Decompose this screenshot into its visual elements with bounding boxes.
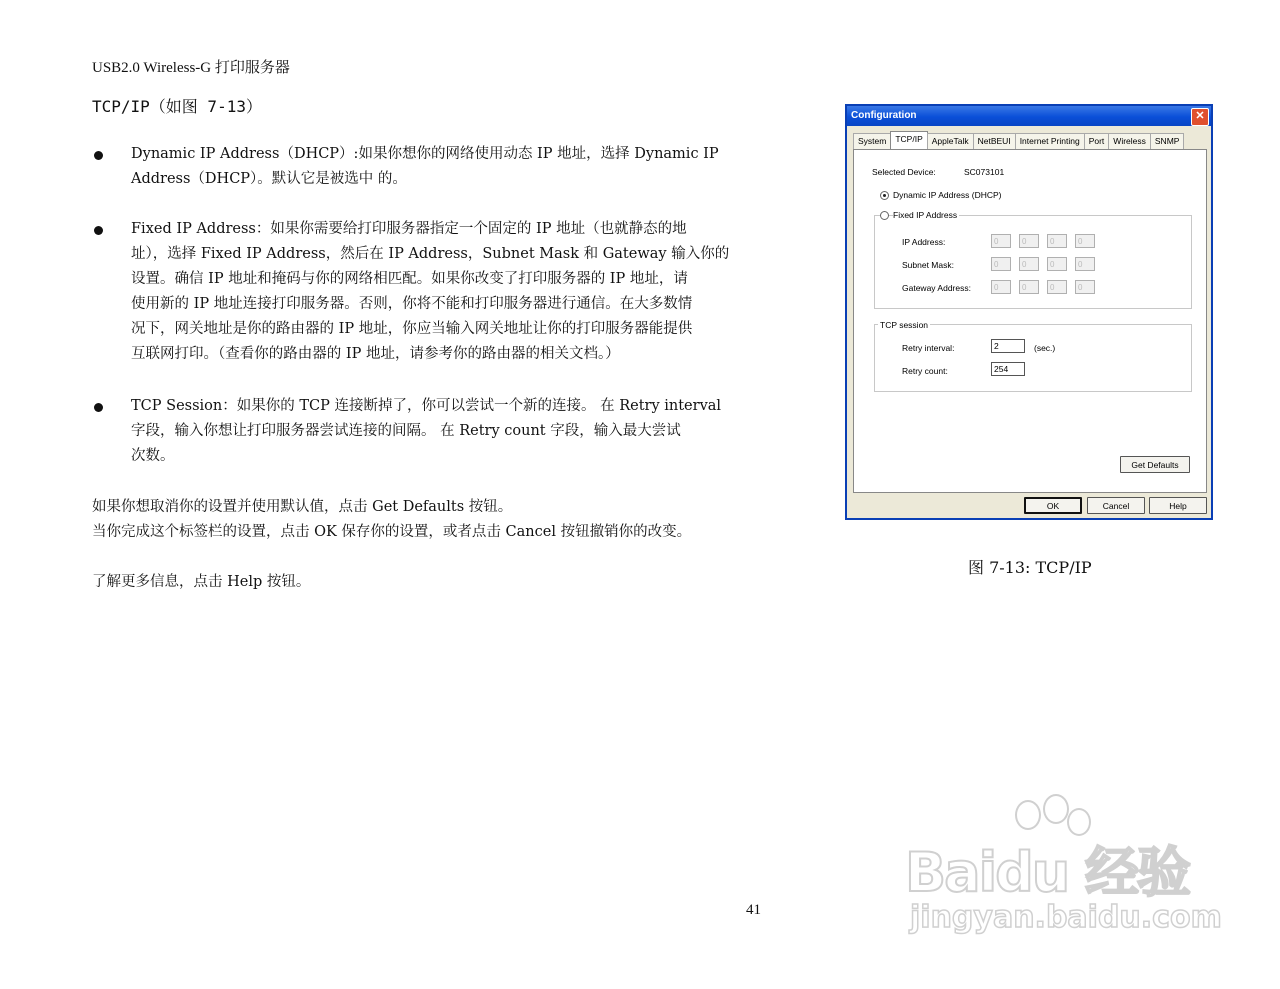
fixed-ip-label: Fixed IP Address	[893, 210, 958, 220]
bullet-line: 字段，输入你想让打印服务器尝试连接的间隔。 在 Retry count 字段，输入最大尝试	[131, 423, 681, 439]
tab-internet-printing[interactable]: Internet Printing	[1015, 133, 1085, 149]
dialog-title: Configuration	[847, 106, 1211, 126]
tab-tcpip[interactable]: TCP/IP	[890, 131, 927, 149]
bullet-line: 址），选择 Fixed IP Address，然后在 IP Address，Subnet Mask 和 Gateway 输入你的	[131, 246, 730, 262]
bullet-fixed-ip	[131, 217, 776, 367]
dhcp-radio[interactable]	[880, 191, 889, 200]
tab-strip	[853, 133, 1183, 150]
ip-octet-1[interactable]: 0	[991, 234, 1011, 248]
gateway-octet-1[interactable]: 0	[991, 280, 1011, 294]
ip-octet-4[interactable]: 0	[1075, 234, 1095, 248]
retry-count-input[interactable]: 254	[991, 362, 1025, 376]
tab-snmp[interactable]: SNMP	[1150, 133, 1185, 149]
tab-netbeui[interactable]: NetBEUI	[973, 133, 1016, 149]
watermark-logo-text: Baidu 经验	[905, 841, 1190, 904]
tcp-session-label: TCP session	[880, 320, 929, 330]
section-title: TCP/IP（如图 7-13）	[92, 97, 262, 116]
gateway-octet-4[interactable]: 0	[1075, 280, 1095, 294]
figure-caption: 图 7-13: TCP/IP	[968, 558, 1092, 577]
fixed-ip-radio[interactable]	[880, 211, 889, 220]
ip-octet-2[interactable]: 0	[1019, 234, 1039, 248]
page-number: 41	[746, 902, 761, 918]
bullet-line: Fixed IP Address：如果你需要给打印服务器指定一个固定的 IP 地址（也就静态的地	[131, 221, 687, 237]
gateway-octet-2[interactable]: 0	[1019, 280, 1039, 294]
paw-icon	[1015, 800, 1041, 830]
footer-line: 了解更多信息，点击 Help 按钮。	[92, 574, 311, 590]
tab-panel	[853, 149, 1207, 493]
bullet-dot	[94, 151, 103, 160]
bullet-dhcp	[131, 142, 776, 192]
tab-wireless[interactable]: Wireless	[1108, 133, 1151, 149]
tab-appletalk[interactable]: AppleTalk	[927, 133, 974, 149]
subnet-octet-3[interactable]: 0	[1047, 257, 1067, 271]
ip-address-label: IP Address:	[902, 237, 946, 247]
bullet-line: Dynamic IP Address（DHCP）:如果你想你的网络使用动态 IP 地址，选择 Dynamic IP	[131, 146, 719, 162]
help-button[interactable]: Help	[1149, 497, 1207, 514]
ok-button[interactable]: OK	[1024, 497, 1082, 514]
bullet-line: 设置。确信 IP 地址和掩码与你的网络相匹配。如果你改变了打印服务器的 IP 地址，请	[131, 271, 688, 287]
close-icon[interactable]: ✕	[1191, 108, 1209, 126]
retry-interval-unit: (sec.)	[1034, 343, 1056, 353]
bullet-line: 况下，网关地址是你的路由器的 IP 地址，你应当输入网关地址让你的打印服务器能提供	[131, 321, 693, 337]
cancel-button[interactable]: Cancel	[1087, 497, 1145, 514]
subnet-octet-2[interactable]: 0	[1019, 257, 1039, 271]
bullet-line: 使用新的 IP 地址连接打印服务器。否则，你将不能和打印服务器进行通信。在大多数情	[131, 296, 693, 312]
get-defaults-button[interactable]: Get Defaults	[1120, 456, 1190, 473]
bullet-line: 互联网打印。（查看你的路由器的 IP 地址，请参考你的路由器的相关文档。）	[131, 346, 620, 362]
watermark-url: jingyan.baidu.com	[910, 900, 1222, 935]
gateway-address-label: Gateway Address:	[902, 283, 971, 293]
document-header: USB2.0 Wireless-G 打印服务器	[92, 60, 290, 76]
retry-interval-input[interactable]: 2	[991, 339, 1025, 353]
bullet-dot	[94, 403, 103, 412]
baidu-watermark	[905, 800, 1222, 950]
tab-system[interactable]: System	[853, 133, 891, 149]
bullet-line: 次数。	[131, 448, 175, 464]
bullet-line: TCP Session：如果你的 TCP 连接断掉了，你可以尝试一个新的连接。 在 Retry interval	[131, 398, 722, 414]
configuration-dialog	[845, 104, 1213, 520]
gateway-octet-3[interactable]: 0	[1047, 280, 1067, 294]
footer-line: 如果你想取消你的设置并使用默认值，点击 Get Defaults 按钮。	[92, 499, 513, 515]
selected-device-value: SC073101	[964, 167, 1005, 177]
selected-device-label: Selected Device:	[872, 167, 936, 177]
paw-icon	[1043, 794, 1069, 824]
bullet-line: Address（DHCP）。默认它是被选中 的。	[131, 171, 407, 187]
footer-line: 当你完成这个标签栏的设置，点击 OK 保存你的设置，或者点击 Cancel 按钮撤销你的改变。	[92, 524, 692, 540]
subnet-octet-4[interactable]: 0	[1075, 257, 1095, 271]
retry-count-label: Retry count:	[902, 366, 948, 376]
bullet-tcp-session	[131, 394, 776, 469]
bullet-dot	[94, 226, 103, 235]
tab-port[interactable]: Port	[1084, 133, 1110, 149]
dhcp-label: Dynamic IP Address (DHCP)	[893, 190, 1002, 200]
tcp-session-group	[874, 324, 1192, 392]
ip-octet-3[interactable]: 0	[1047, 234, 1067, 248]
retry-interval-label: Retry interval:	[902, 343, 955, 353]
subnet-octet-1[interactable]: 0	[991, 257, 1011, 271]
subnet-mask-label: Subnet Mask:	[902, 260, 954, 270]
